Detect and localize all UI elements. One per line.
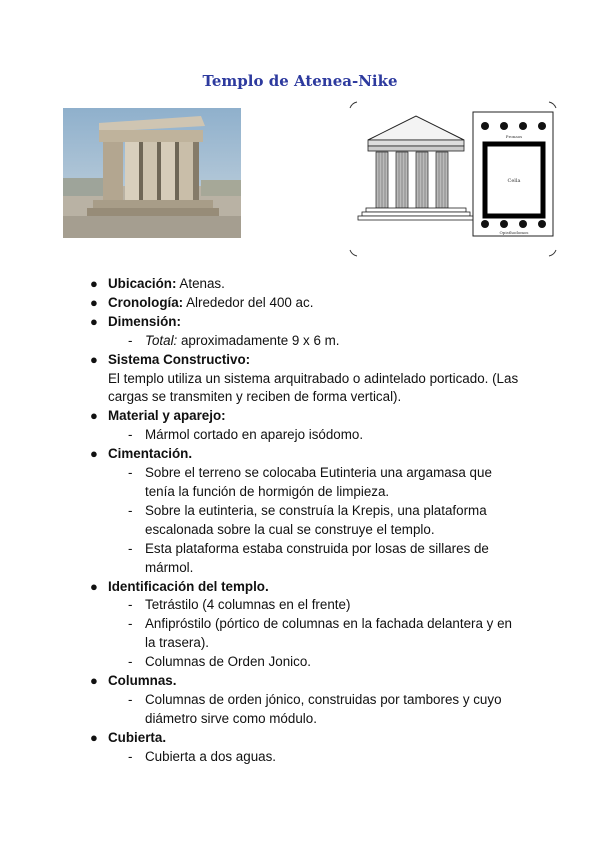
bullet-icon: ● (90, 673, 98, 689)
list-item-cimentacion (0, 445, 600, 464)
item-label: Cubierta. (108, 729, 167, 745)
sub-item-text: Esta plataforma estaba construida por losas de sillares de mármol. (145, 540, 489, 575)
sub-item (0, 426, 600, 445)
list-item-ubicacion (0, 275, 600, 294)
list-item-columnas (0, 672, 600, 691)
sub-item-text: Columnas de Orden Jonico. (145, 654, 311, 670)
list-item-sistema (0, 351, 600, 370)
sub-item (0, 615, 600, 653)
bullet-icon: ● (90, 729, 98, 745)
sub-item (0, 691, 600, 729)
list-item-material (0, 407, 600, 426)
sub-item-text: Cubierta a dos aguas. (145, 748, 277, 764)
cella-label: Cella (507, 178, 521, 184)
item-label: Cimentación. (108, 446, 193, 462)
sub-item-text: Columnas de orden jónico, construidas por tambores y cuyo diámetro sirve como módulo. (145, 691, 502, 726)
list-item-cronologia (0, 294, 600, 313)
dash-icon: - (128, 502, 133, 518)
sub-item-emphasis: Total: (145, 332, 178, 348)
bullet-icon: ● (90, 313, 98, 329)
item-text: Alrededor del 400 ac. (183, 294, 314, 310)
page-title: Templo de Atenea-Nike (202, 72, 398, 90)
sub-item (0, 502, 600, 540)
item-label: Ubicación: (108, 276, 177, 291)
sub-item (0, 596, 600, 615)
pronaos-label: Pronaos (505, 134, 523, 139)
item-label: Identificación del templo. (108, 578, 269, 594)
sub-item-text: Tetrástilo (4 columnas en el frente) (145, 597, 351, 613)
dash-icon: - (128, 332, 133, 348)
sub-item-text: Anfipróstilo (pórtico de columnas en la fachada delantera y en la trasera). (145, 616, 512, 651)
bullet-icon: ● (90, 408, 98, 424)
dash-icon: - (128, 597, 133, 613)
dash-icon: - (128, 427, 133, 443)
dash-icon: - (128, 616, 133, 632)
dash-icon: - (128, 748, 133, 764)
elevation-plan-drawing (348, 100, 558, 258)
temple-photo (63, 108, 241, 238)
item-text: Atenas. (176, 276, 225, 291)
bullet-icon: ● (90, 446, 98, 462)
elevation-plan-image (348, 100, 558, 258)
opisthodomos-label: Opisthodomos (499, 230, 529, 235)
list-item-cubierta (0, 729, 600, 748)
sub-item (0, 540, 600, 578)
sub-item (0, 748, 600, 767)
item-label: Sistema Constructivo: (108, 351, 251, 367)
content-list (0, 275, 600, 767)
sub-item-text: Sobre el terreno se colocaba Eutinteria una argamasa que tenía la función de hormigón de limpieza. (145, 465, 492, 499)
sub-item (0, 332, 600, 351)
bullet-icon: ● (90, 276, 98, 291)
dash-icon: - (128, 540, 133, 556)
sub-item (0, 653, 600, 672)
sub-item-text: Mármol cortado en aparejo isódomo. (145, 427, 364, 443)
item-paragraph: El templo utiliza un sistema arquitrabado o adintelado porticado. (Las cargas se transmiten y reciben de forma vertical). (108, 370, 519, 405)
item-label: Cronología: (108, 294, 184, 310)
dash-icon: - (128, 465, 133, 481)
bullet-icon: ● (90, 294, 98, 310)
list-item-dimension (0, 313, 600, 332)
bullet-icon: ● (90, 351, 98, 367)
item-label: Material y aparejo: (108, 408, 226, 424)
item-label: Columnas. (108, 673, 177, 689)
bullet-icon: ● (90, 578, 98, 594)
dash-icon: - (128, 654, 133, 670)
sub-item-text: aproximadamente 9 x 6 m. (177, 332, 340, 348)
sub-item-text: Sobre la eutinteria, se construía la Krepis, una plataforma escalonada sobre la cual se construye el templo. (145, 502, 487, 537)
dash-icon: - (128, 691, 133, 707)
sub-item (0, 464, 600, 502)
list-item-identificacion (0, 578, 600, 597)
item-label: Dimensión: (108, 313, 181, 329)
temple-photo-image (63, 108, 241, 238)
